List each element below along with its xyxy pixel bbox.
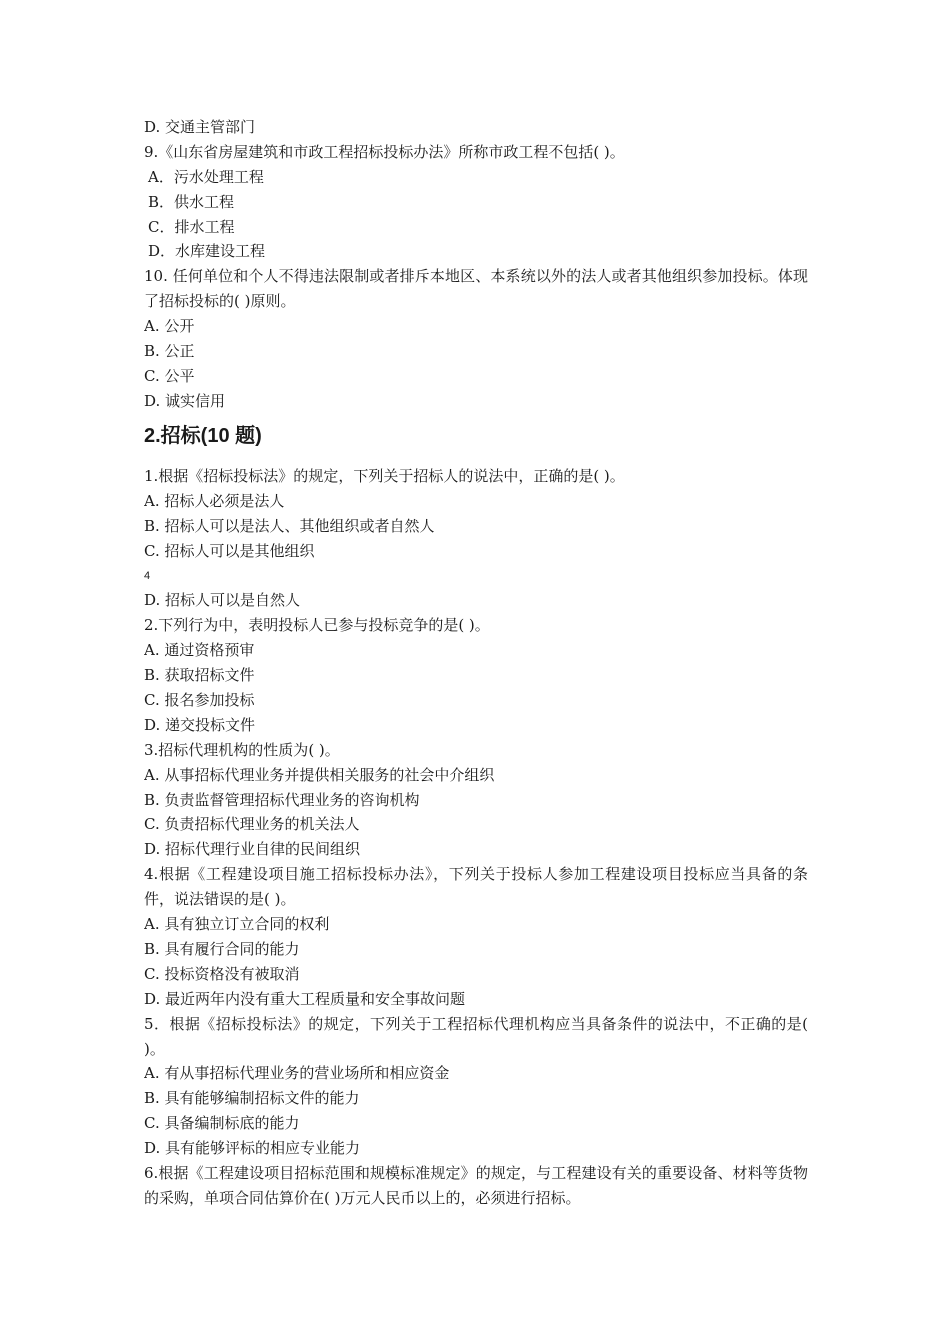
s2-q6-stem: 6.根据《工程建设项目招标范围和规模标准规定》的规定，与工程建设有关的重要设备、材料等货物的采购，单项合同估算价在( )万元人民币以上的，必须进行招标。 [144,1164,808,1207]
s2-q2-option-b: B. 获取招标文件 [144,666,255,685]
s2-q3-option-d: D. 招标代理行业自律的民间组织 [144,840,361,859]
s2-q1-stem: 1.根据《招标投标法》的规定，下列关于招标人的说法中，正确的是( )。 [144,467,625,485]
section1-tail [144,115,808,414]
q9-option-b: B．供水工程 [148,192,235,211]
q10-option-a: A. 公开 [144,317,195,336]
section2-questions [144,464,808,1211]
q10-option-c: C. 公平 [144,366,195,385]
s2-q4-option-a: A. 具有独立订立合同的权利 [144,915,330,934]
s2-q5-option-a: A. 有从事招标代理业务的营业场所和相应资金 [144,1064,450,1083]
section2-heading: 2.招标(10 题) [144,425,262,447]
q9-stem: 9.《山东省房屋建筑和市政工程招标投标办法》所称市政工程不包括( )。 [144,142,625,161]
q8-option-d: D. 交通主管部门 [144,118,256,136]
s2-q4-option-d: D. 最近两年内没有重大工程质量和安全事故问题 [144,989,466,1008]
s2-q3-option-b: B. 负责监督管理招标代理业务的咨询机构 [144,790,420,809]
s2-q5-option-b: B. 具有能够编制招标文件的能力 [144,1089,360,1108]
s2-q4-option-b: B. 具有履行合同的能力 [144,939,300,958]
s2-q5-option-c: C. 具备编制标底的能力 [144,1114,300,1133]
q10-option-d: D. 诚实信用 [144,391,226,410]
s2-q1-option-c: C. 招标人可以是其他组织 [144,541,315,560]
s2-q1-option-d: D. 招标人可以是自然人 [144,591,301,610]
s2-q4-stem: 4.根据《工程建设项目施工招标投标办法》，下列关于投标人参加工程建设项目投标应当具备的条件，说法错误的是( )。 [144,865,808,909]
s2-q3-stem: 3.招标代理机构的性质为( )。 [144,740,340,759]
s2-q1-option-b: B. 招标人可以是法人、其他组织或者自然人 [144,516,435,535]
s2-q2-option-c: C. 报名参加投标 [144,691,255,710]
s2-q5-stem: 5．根据《招标投标法》的规定，下列关于工程招标代理机构应当具备条件的说法中，不正确的是( )。 [144,1014,808,1058]
s2-q3-option-a: A. 从事招标代理业务并提供相关服务的社会中介组织 [144,765,495,784]
page-number: 4 [144,569,151,582]
s2-q2-option-d: D. 递交投标文件 [144,715,256,734]
q9-option-d: D．水库建设工程 [148,242,266,261]
s2-q2-option-a: A. 通过资格预审 [144,641,255,660]
s2-q4-option-c: C. 投标资格没有被取消 [144,964,300,983]
q10-stem: 10. 任何单位和个人不得违法限制或者排斥本地区、本系统以外的法人或者其他组织参加投标。体现了招标投标的( )原则。 [144,267,808,311]
s2-q5-option-d: D. 具有能够评标的相应专业能力 [144,1139,361,1158]
q9-option-a: A．污水处理工程 [148,167,264,186]
s2-q3-option-c: C. 负责招标代理业务的机关法人 [144,815,360,834]
s2-q2-stem: 2.下列行为中，表明投标人已参与投标竞争的是( )。 [144,616,490,635]
s2-q1-option-a: A. 招标人必须是法人 [144,491,285,510]
q10-option-b: B. 公正 [144,342,195,361]
q9-option-c: C．排水工程 [148,217,235,236]
